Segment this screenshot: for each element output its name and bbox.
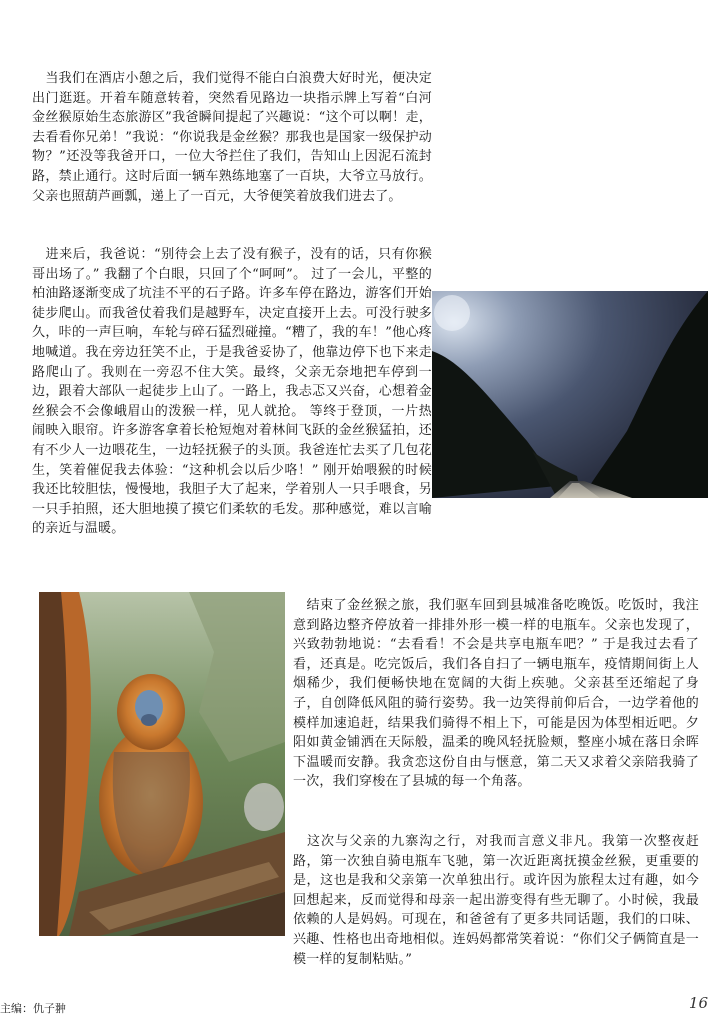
- paragraph-ebike-ride: 结束了金丝猴之旅，我们驱车回到县城准备吃晚饭。吃饭时，我注意到路边整齐停放着一排排外形一模一样的电瓶车。父亲也发现了，兴致勃勃地说：“去看看！不会是共享电瓶车吧？” 于是我过去看了看，还真是。吃完饭后，我们各自扫了一辆电瓶车，疫情期间街上人烟稀少，我们便畅快地在宽阔的大街上疾驰。父亲甚至还缩起了身子，自创降低风阻的骑行姿势。我一边笑得前仰后合，一边学着他的模样加速追赶，结果我们骑得不相上下，可能是因为体型相近吧。夕阳如黄金铺洒在天际般，温柔的晚风轻抚脸颊，整座小城在落日余晖下温暖而安静。我贪恋这份自由与惬意，第二天又求着父亲陪我骑了一次，我们穿梭在了县城的每一个角落。: [293, 598, 699, 790]
- paragraph-trip-reflection: 这次与父亲的九寨沟之行，对我而言意义非凡。我第一次整夜赶路，第一次独自骑电瓶车飞驰，第一次近距离抚摸金丝猴，更重要的是，这也是我和父亲第一次单独出行。或许因为旅程太过有趣，如今回想起来，反而觉得和母亲一起出游变得有些无聊了。小时候，我最依赖的人是妈妈。可现在，和爸爸有了更多共同话题，我们的口味、兴趣、性格也出奇地相似。连妈妈都常笑着说：“你们父子俩简直是一模一样的复制粘贴。”: [293, 834, 699, 967]
- paragraph-mountain-climb: 进来后，我爸说：“别待会上去了没有猴子，没有的话，只有你猴哥出场了。” 我翻了个白眼，只回了个“呵呵”。 过了一会儿，平整的柏油路逐渐变成了坑洼不平的石子路。许多车停在路边，游客们开始徒步爬山。而我爸仗着我们是越野车，决定直接开上去。可没行驶多久，咔的一声巨响，车轮与碎石猛烈碰撞。“糟了，我的车！”他心疼地喊道。我在旁边狂笑不止，于是我爸妥协了，他靠边停下也下来走路爬山了。我则在一旁忍不住大笑。最终，父亲无奈地把车停到一边，跟着大部队一起徒步上山了。一路上，我忐忑又兴奋，心想着金丝猴会不会像峨眉山的泼猴一样，见人就抢。 等终于登顶，一片热闹映入眼帘。许多游客拿着长枪短炮对着林间飞跃的金丝猴猛拍，还有不少人一边喂花生，一边轻抚猴子的头顶。我爸连忙去买了几包花生，笑着催促我去体验：“这种机会以后少咯！” 刚开始喂猴的时候我还比较胆怯，慢慢地，我胆子大了起来，学着别人一只手喂食，另一只手拍照，还大胆地摸了摸它们柔软的毛发。那种感觉，难以言喻的亲近与温暖。: [32, 247, 432, 537]
- paragraph-hotel-outing: 当我们在酒店小憩之后，我们觉得不能白白浪费大好时光，便决定出门逛逛。开着车随意转着，突然看见路边一块指示牌上写着“白河金丝猴原始生态旅游区”我爸瞬间提起了兴趣说：“这个可以啊！走，去看看你兄弟！”我说：“你说我是金丝猴？那我也是国家一级保护动物？”还没等我爸开口，一位大爷拦住了我们，告知山上因泥石流封路，禁止通行。这时后面一辆车熟练地塞了一百块，大爷立马放行。父亲也照葫芦画瓢，递上了一百元，大爷便笑着放我们进去了。: [32, 71, 432, 204]
- page-number: 16: [688, 994, 708, 1012]
- night-mountain-road-photo: [432, 291, 708, 498]
- editor-credit: 主编：仇子翀: [0, 1002, 66, 1015]
- golden-monkey-photo: [39, 592, 285, 936]
